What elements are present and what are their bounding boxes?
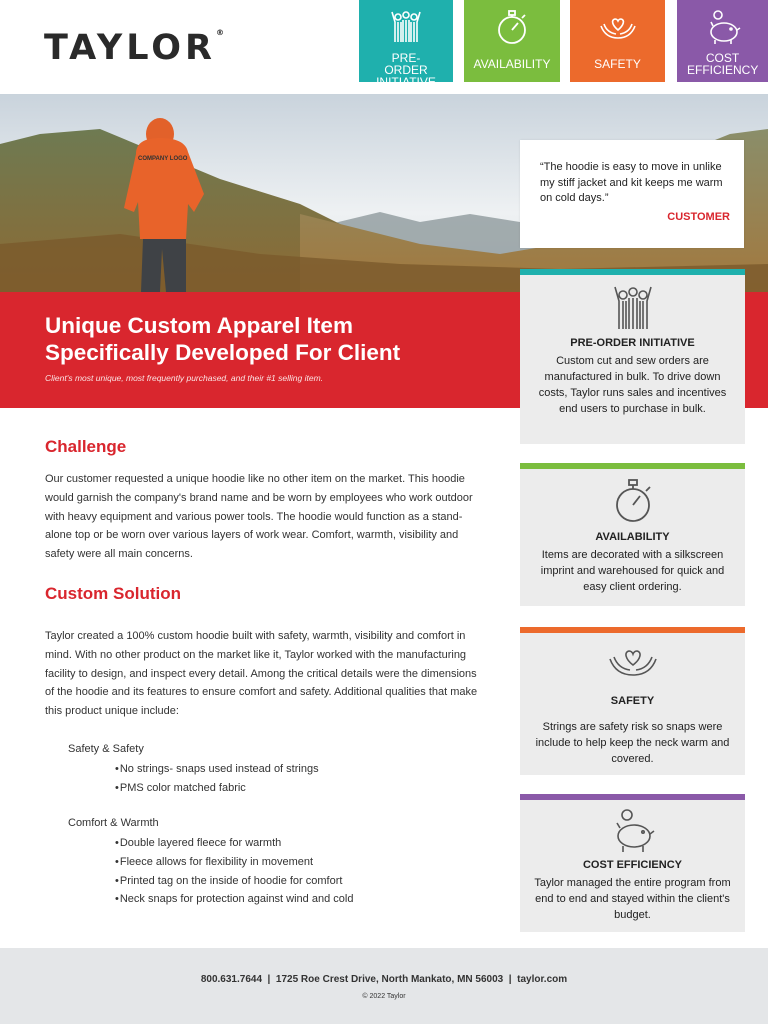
card-title: AVAILABILITY [595,531,670,543]
tile-label: PRE-ORDER INITIATIVE [376,51,436,89]
list-item: • Neck snaps for protection against wind and cold [115,890,353,909]
card-cost-efficiency [520,794,745,932]
challenge-heading: Challenge [45,437,127,456]
taylor-logo [44,28,224,68]
shirt-print: COMPANY LOGO [138,156,188,162]
copyright: © 2022 Taylor [362,993,406,1000]
card-text: Strings are safety risk so snaps were include to help keep the neck warm and covered. [535,721,730,765]
customer-quote-card [520,140,744,248]
list-item: • Fleece allows for flexibility in movement [115,853,353,872]
card-text: Custom cut and sew orders are manufactured in bulk. To drive down costs, Taylor runs sales and incentives end users to purchase in bulk. [538,355,727,415]
raised-hands-people-icon [606,283,660,333]
card-title: PRE-ORDER INITIATIVE [570,337,695,349]
group-label: Safety & Safety [68,743,144,755]
challenge-text: Our customer requested a unique hoodie like no other item on the market. This hoodie would garnish the company's brand name and be worn by employees who work outdoor with heavy equipment and various power tools. The hoodie would function as a stand-alone top or be worn over various layers of work wear. Comfort, warmth, visibility and safety were all main concerns. [45,473,473,561]
card-text: Taylor managed the entire program from end to end and stayed within the client's budget. [534,877,731,921]
page-title: Unique Custom Apparel Item Specifically Developed For Client [45,313,401,365]
card-pre-order [520,269,745,444]
list-item: • No strings- snaps used instead of strings [115,760,319,779]
contact-info: 800.631.7644 | 1725 Roe Crest Drive, North Mankato, MN 56003 | taylor.com [200,974,568,985]
quote-text: “The hoodie is easy to move in unlike my stiff jacket and kit keeps me warm on cold days.” [540,161,723,204]
page-footer [0,948,768,1024]
solution-text: Taylor created a 100% custom hoodie built with safety, warmth, visibility and comfort in mind. With no other product on the market like it, Taylor worked with the manufacturing facility to design, and inspect every detail. Among the critical details were the dimensions of the hoodie and its features to ensure comfort and safety. Additional qualities that make this product unique include: [45,630,478,718]
tile-cost-efficiency [677,0,768,82]
page-header [0,0,768,94]
logo-text: TAYLOR [44,28,216,68]
list-item: • Printed tag on the inside of hoodie for comfort [115,872,353,891]
tile-availability [464,0,560,82]
bullet-list [115,760,319,798]
card-color-bar [520,627,745,633]
piggy-bank-icon [606,806,660,856]
tile-label: SAFETY [594,57,641,71]
tile-pre-order [359,0,453,89]
list-item: • PMS color matched fabric [115,779,319,798]
stopwatch-icon [492,8,532,48]
tile-safety [570,0,665,82]
card-color-bar [520,794,745,800]
heart-in-hands-icon [606,637,660,687]
page-subtitle: Client's most unique, most frequently purchased, and their #1 selling item. [45,373,324,383]
raised-hands-people-icon [386,8,426,48]
tile-label: COST EFFICIENCY [687,51,759,77]
quote-author: CUSTOMER [667,210,730,223]
card-safety [520,627,745,775]
solution-heading: Custom Solution [45,584,181,603]
stopwatch-icon [606,477,660,527]
bullet-list [115,834,353,909]
tile-label: AVAILABILITY [473,57,551,71]
card-title: SAFETY [610,695,655,707]
card-availability [520,463,745,606]
list-item: • Double layered fleece for warmth [115,834,353,853]
card-color-bar [520,463,745,469]
group-label: Comfort & Warmth [68,817,159,829]
piggy-bank-icon [703,8,743,48]
heart-in-hands-icon [598,8,638,48]
registered-mark: ® [216,28,224,37]
card-color-bar [520,269,745,275]
card-title: COST EFFICIENCY [582,859,682,871]
card-text: Items are decorated with a silkscreen imprint and warehoused for quick and easy client ordering. [540,549,725,593]
